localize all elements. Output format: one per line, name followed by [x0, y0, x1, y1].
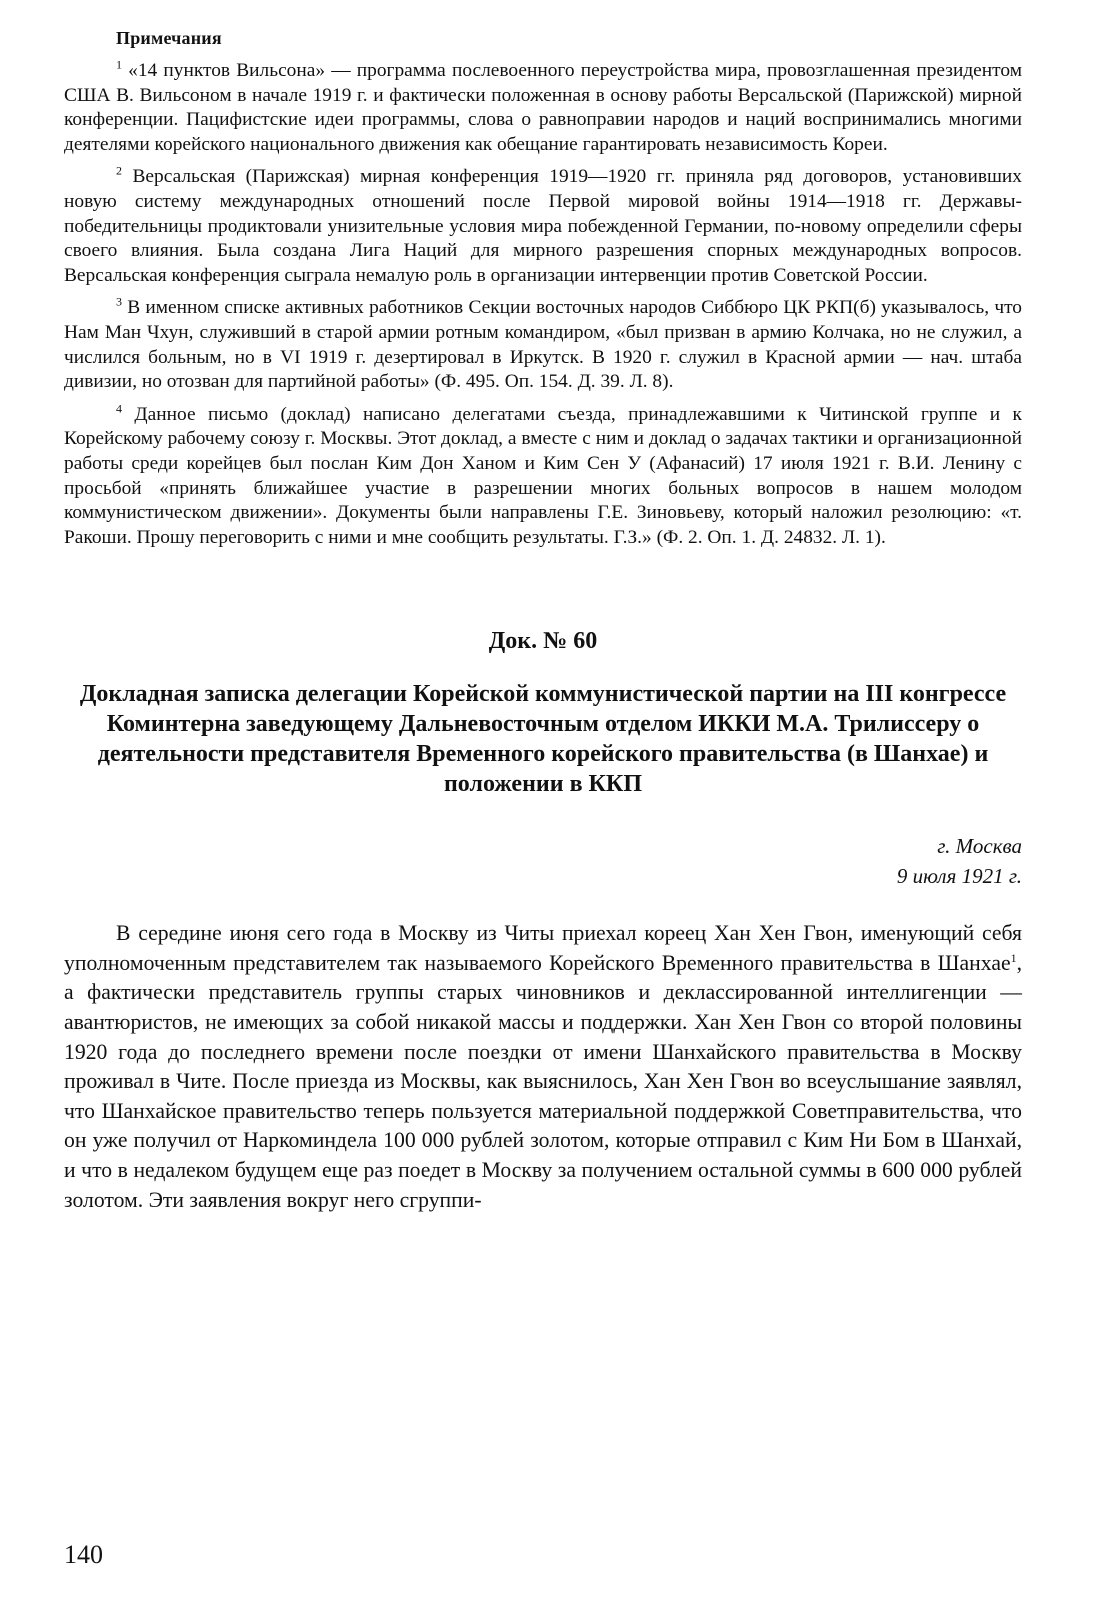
document-date: 9 июля 1921 г. — [896, 864, 1022, 889]
footnote-text: В именном списке активных работников Секции восточных народов Сиббюро ЦК РКП(б) указывалось, что Нам Ман Чхун, служивший в старой армии ротным командиром, «был призван в армию Колчака, но не служил, а числился больным, но в VI 1919 г. дезертировал в Иркутск. В 1920 г. служил в Красной армии — нач. штаба дивизии, но отозван для партийной работы» (Ф. 495. Оп. 154. Д. 39. Л. 8). — [64, 297, 1022, 393]
document-title: Докладная записка делегации Корейской коммунистической партии на III конгрессе Коминтерна заведующему Дальневосточным отделом ИККИ М.А. Трилиссеру о деятельности представителя Временного корейского правительства (в Шанхае) и положении в ККП — [79, 681, 1007, 798]
body-text-part1: В середине июня сего года в Москву из Читы приехал кореец Хан Хен Гвон, именующий себя уполномоченным представителем так называемого Корейского Временного правительства в Шанхае — [64, 921, 1022, 975]
place-date — [64, 831, 1022, 891]
footnote-text: Данное письмо (доклад) написано делегатами съезда, принадлежавшими к Читинской группе и к Корейскому рабочему союзу г. Москвы. Этот доклад, а вместе с ним и доклад о задачах тактики и организационной работы среди корейцев был послан Ким Дон Ханом и Ким Сен У (Афанасий) 17 июля 1921 г. В.И. Ленину с просьбой «принять ближайшее участие в разрешении многих больных вопросов в нашем молодом коммунистическом движении». Документы были направлены Г.Е. Зиновьеву, который наложил резолюцию: «т. Ракоши. Прошу переговорить с ними и мне сообщить результаты. Г.З.» (Ф. 2. Оп. 1. Д. 24832. Л. 1). — [64, 403, 1022, 548]
footnote-2 — [64, 165, 1022, 288]
footnote-text: Версальская (Парижская) мирная конференция 1919—1920 гг. приняла ряд договоров, установивших новую систему международных отношений после Первой мировой войны 1914—1918 гг. Державы-победительницы продиктовали унизительные условия мира побежденной Германии, по-новому определили сферы своего влияния. Была создана Лига Наций для мирного разрешения спорных международных вопросов. Версальская конференция сыграла немалую роль в организации интервенции против Советской России. — [64, 166, 1022, 286]
footnote-number: 3 — [116, 294, 122, 309]
footnote-text: «14 пунктов Вильсона» — программа послевоенного переустройства мира, провозглашенная президентом США В. Вильсоном в начале 1919 г. и фактически положенная в основу работы Версальской (Парижской) мирной конференции. Пацифистские идеи программы, слова о равноправии народов и наций воспринимались многими деятелями корейского национального движения как обещание гарантировать независимость Кореи. — [64, 60, 1022, 155]
document-body — [64, 919, 1022, 1215]
document-number: Док. № 60 — [488, 628, 598, 655]
document-place: г. Москва — [937, 834, 1022, 859]
footnote-4 — [64, 403, 1022, 551]
footnote-1 — [64, 59, 1022, 157]
footnote-number: 2 — [116, 163, 122, 178]
page-number: 140 — [64, 1540, 103, 1569]
notes-heading: Примечания — [116, 28, 222, 48]
body-text-part2: , а фактически представитель группы старых чиновников и деклассированной интеллигенции — авантюристов, не имеющих за собой никакой массы и поддержки. Хан Хен Гвон со второй половины 1920 года до последнего времени после поездки от имени Шанхайского правительства в Москву проживал в Чите. После приезда из Москвы, как выяснилось, Хан Хен Гвон во всеуслышание заявлял, что Шанхайское правительство теперь пользуется материальной поддержкой Советправительства, что он уже получил от Наркоминдела 100 000 рублей золотом, которые отправил с Ким Ни Бом в Шанхай, и что в недалеком будущем еще раз поедет в Москву за получением остальной суммы в 600 000 рублей золотом. Эти заявления вокруг него сгруппи- — [64, 950, 1022, 1212]
body-footnote-ref: 1 — [1010, 950, 1017, 965]
footnote-3 — [64, 296, 1022, 394]
footnote-number: 4 — [116, 401, 122, 416]
footnote-number: 1 — [116, 57, 122, 72]
page-content — [64, 28, 1022, 1215]
